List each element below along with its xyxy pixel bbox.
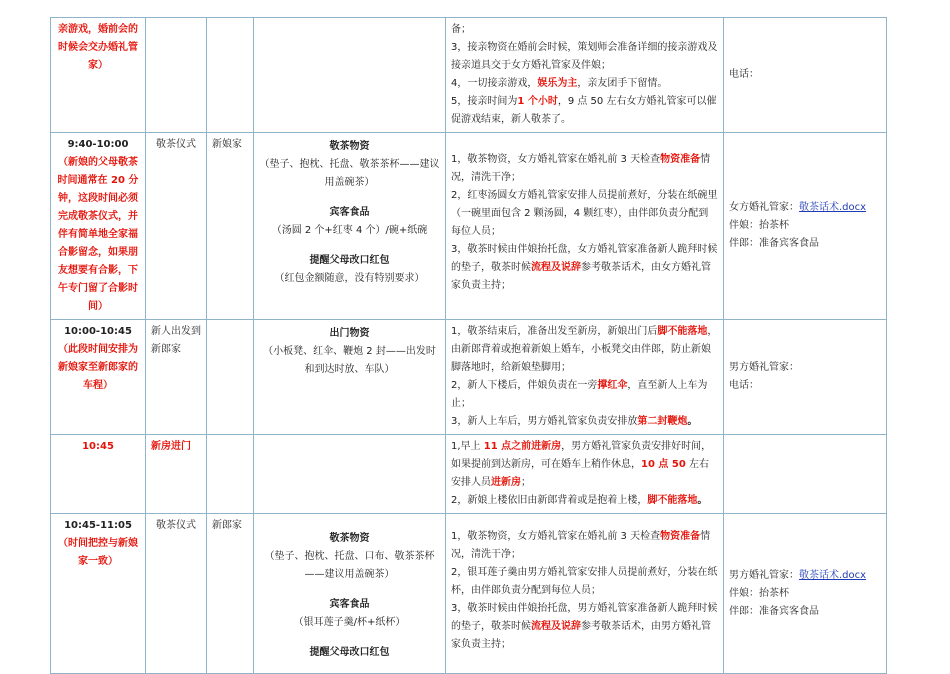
item-cell bbox=[146, 18, 207, 133]
highlight: 流程及说辞 bbox=[531, 262, 581, 273]
goods-cell bbox=[254, 320, 446, 435]
highlight: 11 点之前进新房 bbox=[483, 441, 562, 452]
goods-cell bbox=[254, 435, 446, 514]
highlight: 流程及说辞 bbox=[531, 621, 581, 632]
goods-title: 提醒父母改口红包 bbox=[309, 647, 390, 658]
staff-cell bbox=[724, 18, 887, 133]
goods-cell bbox=[254, 514, 446, 674]
detail-line: 1,早上 11 点之前进新房，男方婚礼管家负责安排好时间，如果提前到达新房，可在婚车上稍作休息，10 点 50 左右安排人员进新房； bbox=[451, 441, 712, 488]
staff-cell bbox=[724, 435, 887, 514]
manager-line: 男方婚礼管家： bbox=[729, 362, 799, 373]
manager-line: 女方婚礼管家：敬茶话术.docx bbox=[729, 202, 867, 213]
phone-label: 电话： bbox=[729, 69, 759, 80]
highlight: 10 点 50 bbox=[641, 459, 686, 470]
time-range: 10:00-10:45 bbox=[64, 326, 132, 337]
highlight: 娱乐为主 bbox=[537, 78, 578, 89]
place-cell bbox=[207, 435, 254, 514]
item-cell: 敬茶仪式 bbox=[146, 133, 207, 320]
detail-line: 1，敬茶物资，女方婚礼管家在婚礼前 3 天检查物资准备情况，清洗干净； bbox=[451, 154, 711, 183]
bridesmaid-task: 伴娘：抬茶杯 bbox=[729, 220, 789, 231]
time-cell bbox=[51, 435, 146, 514]
detail-cell bbox=[446, 133, 724, 320]
goods-title: 宾客食品 bbox=[329, 207, 370, 218]
detail-line: 2，银耳莲子羹由男方婚礼管家安排人员提前煮好，分装在纸杯，由伴郎负责分配到每位人员； bbox=[451, 567, 718, 596]
goods-desc: （银耳莲子羹/杯+纸杯） bbox=[293, 617, 406, 628]
detail-line: 2，新娘上楼依旧由新郎背着或是抱着上楼，脚不能落地。 bbox=[451, 495, 708, 506]
staff-cell bbox=[724, 514, 887, 674]
detail-cell bbox=[446, 514, 724, 674]
staff-cell bbox=[724, 133, 887, 320]
item-cell: 新房进门 bbox=[146, 435, 207, 514]
highlight: 第二封鞭炮 bbox=[637, 416, 688, 427]
time-range: 10:45-11:05 bbox=[64, 520, 132, 531]
highlight: 脚不能落地 bbox=[647, 495, 698, 506]
goods-desc: （红包金额随意，没有特别要求） bbox=[274, 273, 425, 284]
time-note: （时间把控与新娘家一致） bbox=[58, 538, 138, 567]
wedding-schedule-table bbox=[50, 17, 887, 674]
goods-desc: （汤圆 2 个+红枣 4 个）/碗+纸碗 bbox=[271, 225, 428, 236]
detail-line: 4，一切接亲游戏，娱乐为主，亲友团手下留情。 bbox=[451, 78, 668, 89]
detail-line: 3，接亲物资在婚前会时候，策划师会准备详细的接亲游戏及接亲道具交于女方婚礼管家及伴娘； bbox=[451, 42, 718, 71]
goods-desc: （垫子、抱枕、托盘、敬茶茶杯——建议用盖碗茶） bbox=[259, 159, 440, 188]
time-cell bbox=[51, 514, 146, 674]
schedule-row bbox=[51, 514, 887, 674]
time-note: （此段时间安排为新娘家至新郎家的车程） bbox=[58, 344, 138, 391]
detail-cell bbox=[446, 18, 724, 133]
time-range: 10:45 bbox=[82, 441, 114, 452]
time-note: （新娘的父母敬茶时间通常在 20 分钟，这段时间必须完成敬茶仪式，并伴有简单地全家福合影留念，如果朋友想要有合影，下午专门留了合影时间） bbox=[57, 157, 139, 312]
detail-line: 2，红枣汤圆女方婚礼管家安排人员提前煮好，分装在纸碗里（一碗里面包含 2 颗汤圆，4 颗红枣），由伴郎负责分配到每位人员； bbox=[451, 190, 718, 237]
goods-title: 敬茶物资 bbox=[329, 533, 370, 544]
goods-title: 宾客食品 bbox=[329, 599, 370, 610]
schedule-row bbox=[51, 435, 887, 514]
time-note: 亲游戏，婚前会的时候会交办婚礼管家） bbox=[58, 24, 138, 71]
goods-title: 提醒父母改口红包 bbox=[309, 255, 390, 266]
time-range: 9:40-10:00 bbox=[67, 139, 129, 150]
highlight: 进新房 bbox=[491, 477, 521, 488]
script-doc-link[interactable]: 敬茶话术.docx bbox=[799, 202, 867, 213]
detail-line: 5，接亲时间为1 个小时，9 点 50 左右女方婚礼管家可以催促游戏结束，新人敬茶了。 bbox=[451, 96, 717, 125]
time-cell bbox=[51, 320, 146, 435]
detail-line: 3，敬茶时候由伴娘抬托盘，女方婚礼管家准备新人跪拜时候的垫子，敬茶时候流程及说辞参考敬茶话术，由女方婚礼管家负责主持； bbox=[451, 244, 718, 291]
groomsman-task: 伴郎：准备宾客食品 bbox=[729, 238, 819, 249]
highlight: 脚不能落地 bbox=[657, 326, 708, 337]
goods-title: 出门物资 bbox=[329, 328, 370, 339]
detail-cell bbox=[446, 320, 724, 435]
goods-desc: （小板凳、红伞、鞭炮 2 封——出发时和到达时放、车队） bbox=[263, 346, 436, 375]
place-cell bbox=[207, 320, 254, 435]
detail-line: 3，新人上车后，男方婚礼管家负责安排放第二封鞭炮。 bbox=[451, 416, 698, 427]
item-cell: 敬茶仪式 bbox=[146, 514, 207, 674]
place-cell bbox=[207, 18, 254, 133]
item-cell: 新人出发到新郎家 bbox=[146, 320, 207, 435]
schedule-row bbox=[51, 320, 887, 435]
place-cell: 新娘家 bbox=[207, 133, 254, 320]
detail-line: 备； bbox=[451, 24, 471, 35]
highlight: 物资准备 bbox=[660, 154, 701, 165]
manager-line: 男方婚礼管家：敬茶话术.docx bbox=[729, 569, 867, 581]
script-doc-link[interactable]: 敬茶话术.docx bbox=[799, 569, 867, 581]
highlight: 物资准备 bbox=[660, 531, 701, 542]
highlight: 1 个小时 bbox=[517, 96, 558, 107]
goods-title: 敬茶物资 bbox=[329, 141, 370, 152]
schedule-row bbox=[51, 133, 887, 320]
time-cell bbox=[51, 133, 146, 320]
bridesmaid-task: 伴娘：抬茶杯 bbox=[729, 587, 789, 599]
staff-cell bbox=[724, 320, 887, 435]
time-cell bbox=[51, 18, 146, 133]
place-cell: 新郎家 bbox=[207, 514, 254, 674]
goods-cell bbox=[254, 133, 446, 320]
detail-cell bbox=[446, 435, 724, 514]
phone-label: 电话： bbox=[729, 380, 759, 391]
goods-cell bbox=[254, 18, 446, 133]
highlight: 撑红伞 bbox=[597, 380, 628, 391]
detail-line: 3，敬茶时候由伴娘抬托盘，男方婚礼管家准备新人跪拜时候的垫子，敬茶时候流程及说辞参考敬茶话术，由男方婚礼管家负责主持； bbox=[451, 603, 718, 650]
schedule-row bbox=[51, 18, 887, 133]
goods-desc: （垫子、抱枕、托盘、口布、敬茶茶杯——建议用盖碗茶） bbox=[264, 551, 435, 580]
detail-line: 1，敬茶结束后，准备出发至新房，新娘出门后脚不能落地，由新郎背着或抱着新娘上婚车，小板凳交由伴郎，防止新娘脚落地时，给新娘垫脚用； bbox=[451, 326, 718, 373]
groomsman-task: 伴郎：准备宾客食品 bbox=[729, 605, 819, 617]
detail-line: 1，敬茶物资，女方婚礼管家在婚礼前 3 天检查物资准备情况，清洗干净； bbox=[451, 531, 711, 560]
detail-line: 2，新人下楼后，伴娘负责在一旁撑红伞，直至新人上车为止； bbox=[451, 380, 708, 409]
